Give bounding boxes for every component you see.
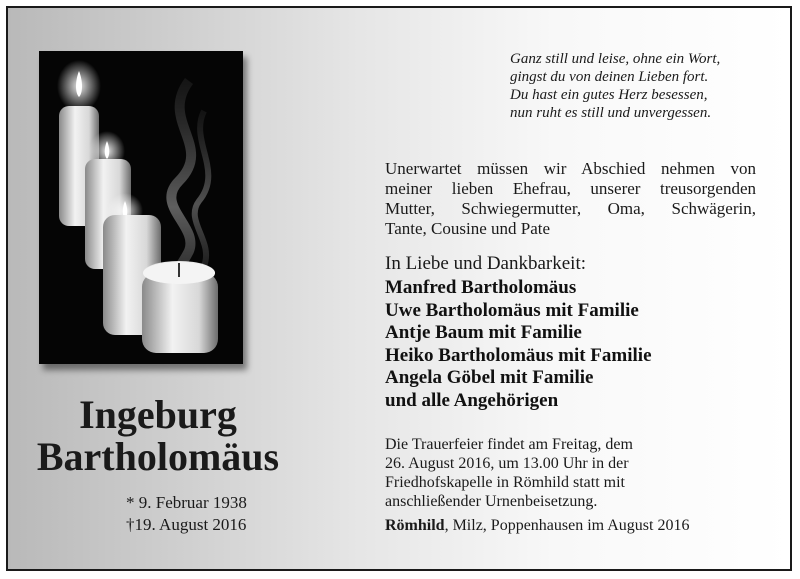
ceremony-line: Friedhofskapelle in Römhild statt mit bbox=[385, 474, 625, 491]
deceased-first-name: Ingeburg bbox=[79, 392, 237, 437]
mourner: Uwe Bartholomäus mit Familie bbox=[385, 299, 639, 321]
mourner: Heiko Bartholomäus mit Familie bbox=[385, 344, 652, 366]
ceremony-line: 26. August 2016, um 13.00 Uhr in der bbox=[385, 455, 629, 472]
deceased-last-name: Bartholomäus bbox=[36, 434, 280, 479]
life-dates bbox=[126, 492, 247, 536]
closing-place: Römhild bbox=[385, 517, 445, 534]
poem-line: Ganz still und leise, ohne ein Wort, bbox=[510, 51, 721, 67]
mourner: Antje Baum mit Familie bbox=[385, 322, 582, 343]
ceremony-line: Die Trauerfeier findet am Freitag, dem bbox=[385, 436, 633, 453]
intro-line: Unerwartet müssen wir Abschied nehmen von bbox=[385, 159, 756, 178]
ceremony-line: anschließender Urnenbeisetzung. bbox=[385, 493, 598, 510]
intro-line: meiner lieben Ehefrau, unserer treusorgenden bbox=[385, 179, 756, 198]
intro-line: Mutter, Schwiegermutter, Oma, Schwägerin, bbox=[385, 199, 756, 218]
closing-line bbox=[385, 516, 689, 535]
poem-line: nun ruht es still und unvergessen. bbox=[510, 105, 712, 121]
poem-line: gingst du von deinen Lieben fort. bbox=[510, 69, 709, 85]
obituary-notice bbox=[6, 6, 792, 571]
poem-line: Du hast ein gutes Herz besessen, bbox=[510, 87, 708, 103]
love-line: In Liebe und Dankbarkeit: bbox=[385, 253, 587, 274]
intro-line: Tante, Cousine und Pate bbox=[385, 219, 551, 238]
mourners-list bbox=[385, 277, 652, 412]
death-date: †19. August 2016 bbox=[126, 515, 247, 534]
mourner: und alle Angehörigen bbox=[385, 389, 559, 411]
intro-text bbox=[385, 159, 756, 239]
birth-date: * 9. Februar 1938 bbox=[126, 493, 247, 512]
candles-photo bbox=[39, 51, 243, 364]
closing-rest: , Milz, Poppenhausen im August 2016 bbox=[444, 517, 690, 534]
mourner: Angela Göbel mit Familie bbox=[385, 367, 594, 388]
mourner: Manfred Bartholomäus bbox=[385, 277, 577, 298]
candles-image bbox=[39, 51, 243, 364]
ceremony-info bbox=[385, 435, 633, 511]
poem bbox=[510, 50, 720, 122]
